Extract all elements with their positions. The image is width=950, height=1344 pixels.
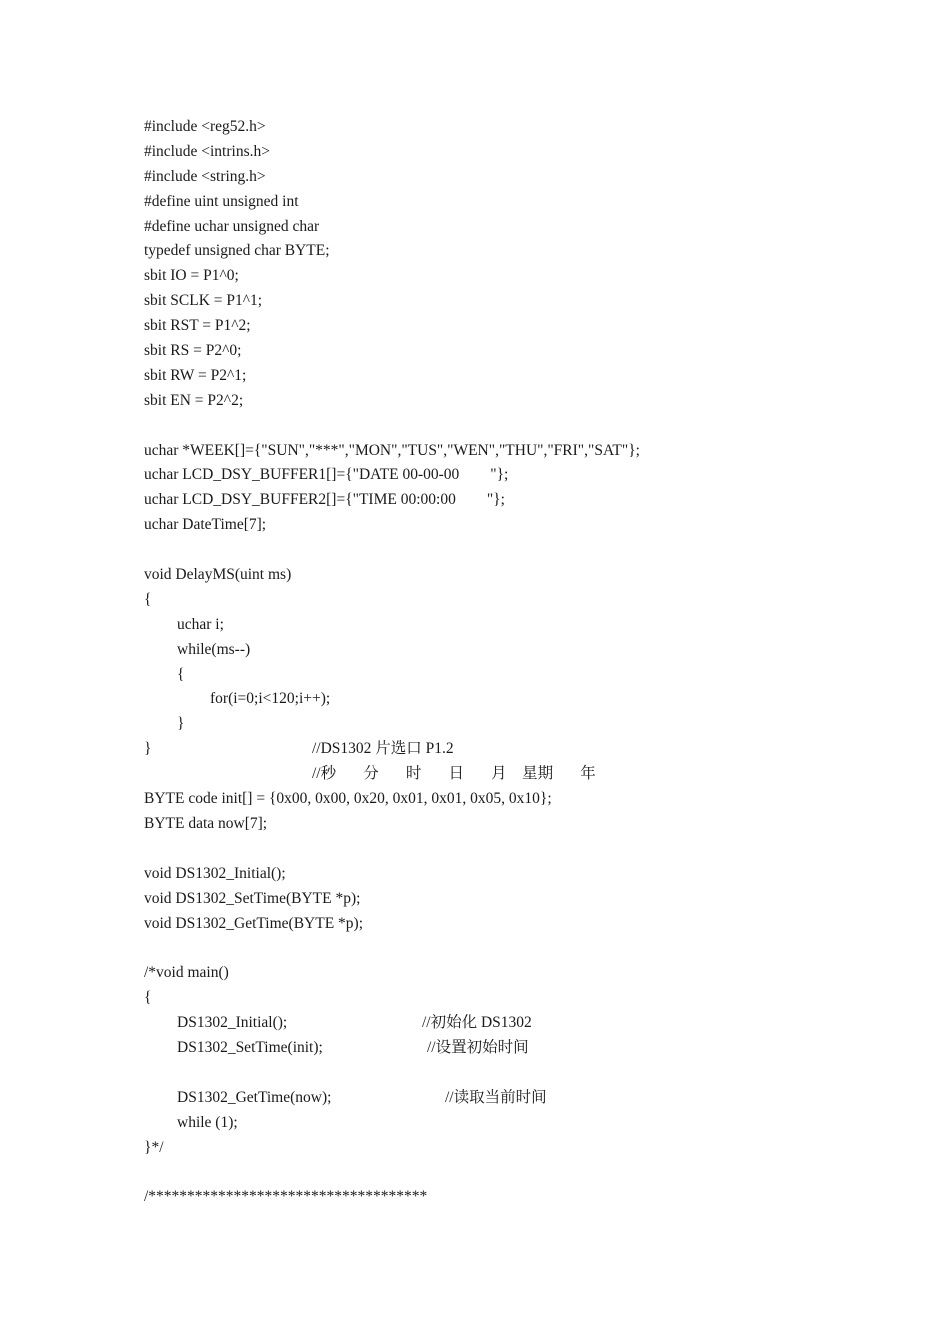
code-line: uchar DateTime[7]; [144,516,267,534]
code-line: for(i=0;i<120;i++); [210,690,331,708]
code-line: #include <intrins.h> [144,142,270,160]
code-line: uchar *WEEK[]={"SUN","***","MON","TUS","WEN","THU","FRI","SAT"}; [144,441,640,459]
code-comment: //秒 分 时 日 月 星期 年 [312,765,596,783]
code-line: uchar LCD_DSY_BUFFER2[]={"TIME 00:00:00 "}; [144,491,505,509]
blank-line [144,1160,904,1185]
code-line [144,1011,904,1036]
code-listing [144,115,904,1210]
code-line: /*void main() [144,964,229,982]
code-line: void DS1302_Initial(); [144,864,286,882]
code-line: typedef unsigned char BYTE; [144,242,330,260]
code-segment: DS1302_Initial(); [177,1014,288,1032]
code-line: BYTE code init[] = {0x00, 0x00, 0x20, 0x01, 0x01, 0x05, 0x10}; [144,790,552,808]
code-line: uchar LCD_DSY_BUFFER1[]={"DATE 00-00-00 "}; [144,466,509,484]
code-comment: //设置初始时间 [427,1038,529,1056]
code-line: { [144,590,152,608]
code-line: #define uchar unsigned char [144,217,320,235]
code-comment: //读取当前时间 [445,1088,547,1106]
code-line: { [144,989,152,1007]
code-line: #include <reg52.h> [144,118,266,135]
code-line: #include <string.h> [144,167,266,185]
code-line: #define uint unsigned int [144,192,299,210]
code-line: uchar i; [177,615,224,633]
code-line: void DelayMS(uint ms) [144,566,292,584]
code-line: }*/ [144,1138,164,1156]
code-line: sbit RS = P2^0; [144,342,242,360]
code-line: void DS1302_SetTime(BYTE *p); [144,889,361,907]
blank-line [144,1061,904,1086]
blank-line [144,837,904,862]
code-line: sbit SCLK = P1^1; [144,292,263,310]
code-line: sbit RST = P1^2; [144,317,251,335]
blank-line [144,936,904,961]
blank-line [144,414,904,439]
code-line: while(ms--) [177,640,251,658]
code-comment: //初始化 DS1302 [422,1014,532,1032]
code-comment: //DS1302 片选口 P1.2 [312,740,454,758]
code-line: void DS1302_GetTime(BYTE *p); [144,914,364,932]
code-line: { [177,665,185,683]
code-segment: } [144,740,152,758]
code-line: sbit EN = P2^2; [144,391,244,409]
code-line [144,1036,904,1061]
code-line: } [177,715,185,733]
code-line: while (1); [177,1113,238,1131]
blank-line [144,538,904,563]
code-line [144,762,904,787]
code-segment: DS1302_SetTime(init); [177,1038,323,1056]
code-line [144,737,904,762]
code-line: /************************************ [144,1188,428,1206]
code-line [144,1086,904,1111]
code-line: BYTE data now[7]; [144,814,268,832]
code-segment: DS1302_GetTime(now); [177,1088,332,1106]
code-line: sbit IO = P1^0; [144,267,239,285]
code-line: sbit RW = P2^1; [144,366,247,384]
